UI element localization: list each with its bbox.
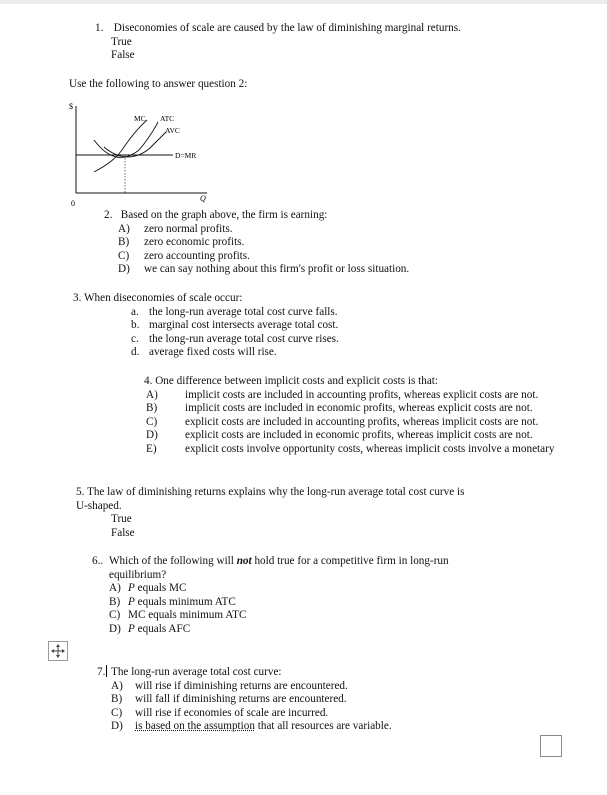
q4-option-e-letter: E): [146, 442, 157, 455]
q6-emphasis: not: [236, 555, 252, 567]
q6-option-a-letter: A): [109, 582, 121, 595]
mc-label: MC: [134, 114, 146, 123]
q6-option-c-letter: C): [109, 609, 121, 622]
q3-option-a[interactable]: [73, 306, 339, 320]
q4-option-c[interactable]: [144, 416, 577, 430]
q7-option-b[interactable]: [97, 693, 392, 707]
q4-option-b-text: implicit costs are included in economic profits, whereas explicit costs are not.: [185, 402, 533, 415]
q1-option-true[interactable]: True: [111, 35, 132, 48]
q1-number: 1.: [95, 22, 104, 34]
text-cursor: [106, 665, 107, 677]
q7-option-d-text: that all resources are variable.: [257, 720, 392, 733]
q6-option-c-text: MC equals minimum ATC: [128, 609, 247, 622]
q4-option-e-text: explicit costs involve opportunity costs, whereas implicit costs involve a monetary: [185, 442, 555, 455]
q4-option-e[interactable]: [144, 443, 577, 457]
q3-option-c[interactable]: [73, 333, 339, 347]
q6-option-a-var: P: [128, 582, 135, 595]
empty-checkbox[interactable]: [540, 735, 562, 757]
move-arrows-icon: [51, 644, 65, 658]
q6-number: 6..: [92, 555, 104, 567]
q4-option-b-letter: B): [146, 402, 158, 415]
page-top-edge: [0, 0, 609, 4]
q3-option-a-letter: a.: [131, 305, 139, 318]
q4-option-c-letter: C): [146, 415, 158, 428]
q6-option-b-var: P: [128, 595, 135, 608]
q4-option-a-letter: A): [146, 388, 158, 401]
question-7: [97, 665, 392, 734]
x-axis-label: Q: [200, 194, 206, 203]
q7-option-b-text: will fall if diminishing returns are encountered.: [135, 693, 347, 706]
q4-option-a-text: implicit costs are included in accounting profits, whereas explicit costs are not.: [185, 388, 539, 401]
q7-option-a-letter: A): [111, 679, 123, 692]
q5-option-false[interactable]: False: [111, 526, 135, 539]
q4-option-b[interactable]: [144, 402, 577, 416]
demand-label: D=MR: [175, 151, 197, 160]
q6-option-b-letter: B): [109, 595, 121, 608]
q5-text-line1: 5. The law of diminishing returns explains why the long-run average total cost curve is: [76, 486, 465, 498]
q4-text: 4. One difference between implicit costs and explicit costs is that:: [144, 375, 439, 387]
q2-option-b[interactable]: [104, 236, 409, 250]
y-axis-label: $: [69, 102, 73, 111]
q7-option-a-text: will rise if diminishing returns are encountered.: [135, 679, 348, 692]
q2-option-b-letter: B): [118, 236, 130, 249]
atc-curve: [94, 122, 158, 157]
q6-option-d-var: P: [128, 622, 135, 635]
cost-curve-graph: [64, 100, 224, 212]
q3-option-d-text: average fixed costs will rise.: [149, 346, 277, 359]
q3-option-a-text: the long-run average total cost curve falls.: [149, 305, 338, 318]
graph-intro: Use the following to answer question 2:: [69, 78, 248, 90]
q2-text: Based on the graph above, the firm is earning:: [120, 209, 328, 221]
q5-text-line2: U-shaped.: [76, 499, 122, 512]
q7-option-d[interactable]: [97, 720, 392, 734]
q6-option-a-text: equals MC: [137, 582, 187, 595]
q7-option-d-underlined: is based on the assumption: [135, 720, 255, 733]
question-3: [73, 292, 339, 360]
q2-option-d[interactable]: [104, 263, 409, 277]
avc-label: AVC: [165, 126, 180, 135]
q7-text: The long-run average total cost curve:: [111, 666, 282, 678]
q6-option-d[interactable]: [92, 623, 449, 637]
q3-option-c-letter: c.: [131, 332, 139, 345]
q6-text-pre: Which of the following will: [109, 555, 234, 567]
q6-text-post: hold true for a competitive firm in long-run: [254, 555, 449, 567]
q2-number: 2.: [104, 209, 113, 221]
table-move-handle[interactable]: [48, 641, 68, 661]
q2-option-a[interactable]: [104, 223, 409, 237]
q5-option-true[interactable]: True: [111, 513, 132, 526]
q6-option-c[interactable]: [92, 609, 449, 623]
q6-option-b[interactable]: [92, 596, 449, 610]
q3-option-b-letter: b.: [131, 319, 140, 332]
q4-option-a[interactable]: [144, 389, 577, 403]
q7-option-b-letter: B): [111, 693, 123, 706]
q1-option-false[interactable]: False: [111, 49, 135, 62]
question-1: [95, 22, 461, 63]
q4-option-c-text: explicit costs are included in accounting profits, whereas implicit costs are not.: [185, 415, 539, 428]
q7-option-d-letter: D): [111, 720, 123, 733]
question-6: [92, 555, 449, 637]
atc-label: ATC: [160, 114, 175, 123]
q2-option-a-text: zero normal profits.: [144, 222, 233, 235]
q3-option-d[interactable]: [73, 346, 339, 360]
q3-text: 3. When diseconomies of scale occur:: [73, 292, 243, 304]
q2-option-d-text: we can say nothing about this firm's profit or loss situation.: [144, 263, 410, 276]
q2-option-c-text: zero accounting profits.: [144, 249, 250, 262]
q3-option-b-text: marginal cost intersects average total cost.: [149, 319, 339, 332]
q3-option-c-text: the long-run average total cost curve rises.: [149, 332, 339, 345]
q2-option-a-letter: A): [118, 222, 130, 235]
question-5: [76, 486, 464, 540]
q3-option-d-letter: d.: [131, 346, 140, 359]
origin-label: 0: [71, 199, 75, 208]
q6-text-line2: equilibrium?: [109, 568, 167, 581]
q6-option-d-text: equals AFC: [137, 622, 191, 635]
q6-option-b-text: equals minimum ATC: [137, 595, 236, 608]
q4-option-d[interactable]: [144, 429, 577, 443]
q1-text: Diseconomies of scale are caused by the law of diminishing marginal returns.: [113, 22, 461, 34]
question-4: [144, 375, 577, 457]
mc-curve: [94, 120, 147, 172]
q2-option-c[interactable]: [104, 250, 409, 264]
q4-option-d-text: explicit costs are included in economic profits, whereas implicit costs are not.: [185, 429, 533, 442]
q2-option-c-letter: C): [118, 249, 130, 262]
q3-option-b[interactable]: [73, 319, 339, 333]
q6-option-a[interactable]: [92, 582, 449, 596]
q2-option-d-letter: D): [118, 263, 130, 276]
q2-option-b-text: zero economic profits.: [144, 236, 245, 249]
question-2: [104, 209, 409, 277]
q7-option-c-text: will rise if economies of scale are incurred.: [135, 706, 329, 719]
q4-option-d-letter: D): [146, 429, 158, 442]
q7-option-c[interactable]: [97, 707, 392, 721]
q6-option-d-letter: D): [109, 622, 121, 635]
q7-number: 7.: [97, 666, 106, 678]
q7-option-a[interactable]: [97, 680, 392, 694]
q7-option-c-letter: C): [111, 706, 123, 719]
